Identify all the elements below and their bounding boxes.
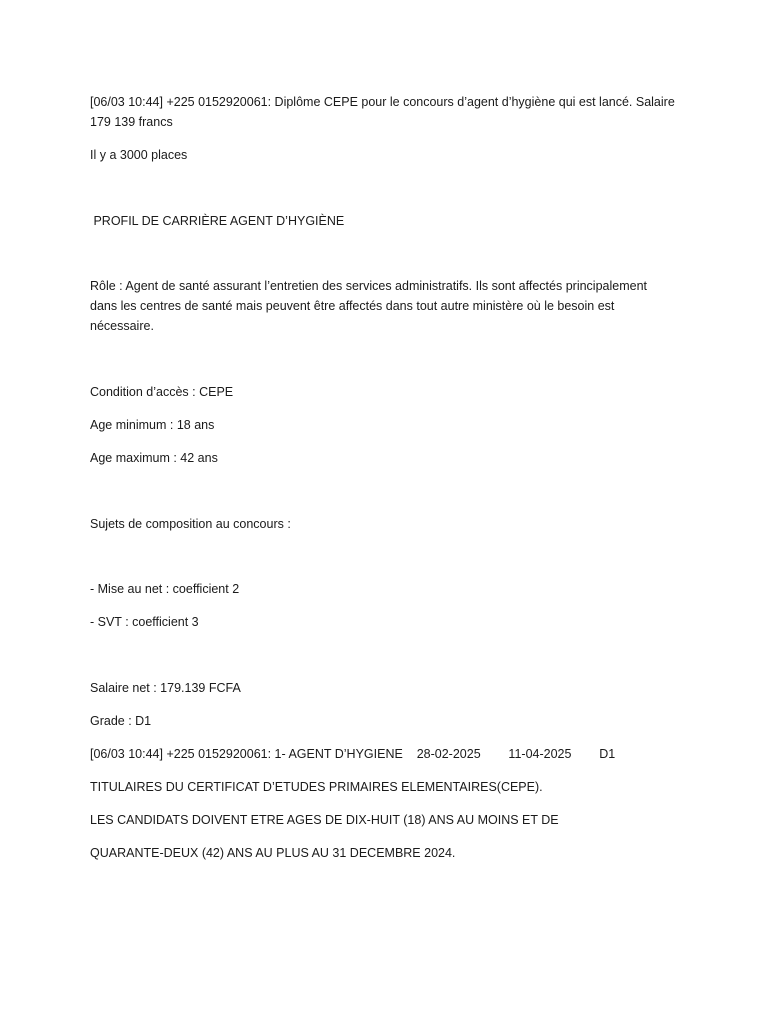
places-count: Il y a 3000 places [90, 148, 188, 162]
requirement-line: LES CANDIDATS DOIVENT ETRE AGES DE DIX-HUIT (18) ANS AU MOINS ET DE [90, 813, 559, 827]
subject-item: - Mise au net : coefficient 2 [90, 582, 240, 596]
requirement-line: TITULAIRES DU CERTIFICAT D’ETUDES PRIMAIRES ELEMENTAIRES(CEPE). [90, 780, 543, 794]
subject-item: - SVT : coefficient 3 [90, 615, 199, 629]
message-details: [06/03 10:44] +225 0152920061: 1- AGENT D’HYGIENE 28-02-2025 11-04-2025 D1 [90, 747, 616, 761]
age-minimum: Age minimum : 18 ans [90, 418, 215, 432]
requirement-line: QUARANTE-DEUX (42) ANS AU PLUS AU 31 DECEMBRE 2024. [90, 846, 456, 860]
subjects-heading: Sujets de composition au concours : [90, 517, 291, 531]
message-intro: [06/03 10:44] +225 0152920061: Diplôme CEPE pour le concours d’agent d’hygiène qui est lancé. Salaire 179 139 francs [90, 95, 675, 129]
access-condition: Condition d’accès : CEPE [90, 385, 234, 399]
grade: Grade : D1 [90, 714, 152, 728]
net-salary: Salaire net : 179.139 FCFA [90, 681, 241, 695]
section-title: PROFIL DE CARRIÈRE AGENT D’HYGIÈNE [90, 214, 345, 228]
age-maximum: Age maximum : 42 ans [90, 451, 218, 465]
role-description: Rôle : Agent de santé assurant l’entretien des services administratifs. Ils sont affectés principalement dans les centres de santé mais peuvent être affectés dans tout autre ministère où le besoin est nécessaire. [90, 279, 648, 333]
